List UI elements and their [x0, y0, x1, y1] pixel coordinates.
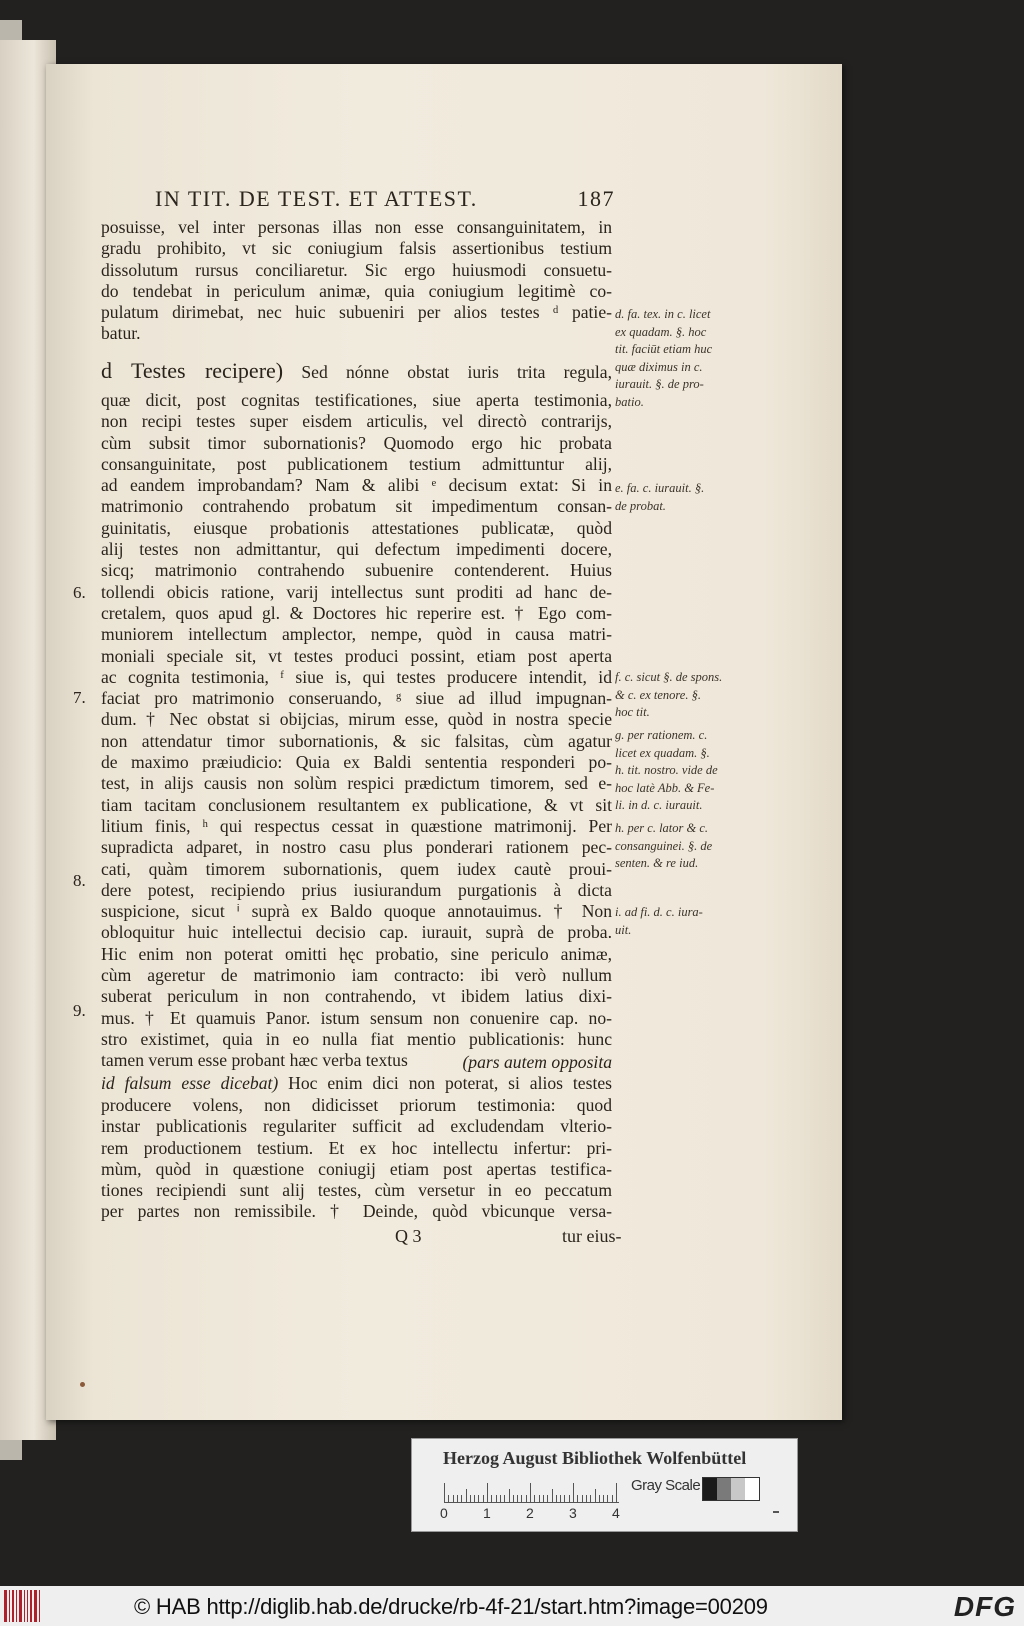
- ruler-tick: [496, 1495, 497, 1503]
- dfg-logo: DFG: [953, 1591, 1016, 1622]
- text-line: per partes non remissibile. † Deinde, quòd vbicunque versa-: [101, 1201, 612, 1222]
- side-note-line: uit.: [615, 922, 632, 937]
- text-line: alij testes non admittantur, qui defectum impedimenti docere,: [101, 539, 612, 560]
- side-note: [615, 306, 740, 411]
- ruler-tick: [504, 1495, 505, 1503]
- ruler-tick: [564, 1495, 565, 1503]
- text-line: test, in alijs causis non solùm respici prædictum timorem, sed e-: [101, 773, 612, 794]
- ruler-tick: [474, 1495, 475, 1503]
- ruler-tick: [526, 1495, 527, 1503]
- text-line: cùm ageretur de matrimonio iam contracto: ibi verò nullum: [101, 965, 612, 986]
- paragraph-marker: 6.: [73, 583, 86, 602]
- ruler-number: 1: [483, 1505, 491, 1521]
- side-note-line: consanguinei. §. de: [615, 838, 713, 853]
- running-head: [155, 186, 615, 216]
- text-block-a: [101, 217, 612, 345]
- side-note-line: batio.: [615, 394, 644, 409]
- commentary-lemma: d Testes recipere): [101, 360, 284, 383]
- ruler-tick: [466, 1489, 467, 1503]
- ruler-tick: [590, 1495, 591, 1503]
- text-line: dissolutum rursus conciliaretur. Sic ergo huiusmodi consuetu-: [101, 259, 612, 280]
- paragraph-marker: 7.: [73, 688, 86, 707]
- ruler-tick: [513, 1495, 514, 1503]
- ruler-tick: [595, 1489, 596, 1503]
- ruler-scale: [444, 1481, 619, 1503]
- paragraph-marker: 8.: [73, 871, 86, 890]
- text-line: guinitatis, eiusque probationis attestationes publicatæ, quòd: [101, 517, 612, 538]
- text-line: batur.: [101, 323, 141, 344]
- text-line: mùm, quòd in quæstione coniugij etiam post apertas testifica-: [101, 1158, 612, 1179]
- side-note-line: e. fa. c. iurauit. §.: [615, 481, 705, 495]
- text-line: posuisse, vel inter personas illas non esse consanguinitatem, in: [101, 217, 612, 237]
- running-head-title: IN TIT. DE TEST. ET ATTEST.: [155, 186, 478, 211]
- gray-scale-label: Gray Scale: [631, 1477, 701, 1494]
- text-line: Hic enim non poterat omitti hęc probatio, sine periculo animæ,: [101, 943, 612, 964]
- ink-spot: [80, 1382, 85, 1387]
- text-line: do tendebat in periculum animæ, quia coniugium legitimè co-: [101, 280, 612, 301]
- side-note-line: senten. & re iud.: [615, 856, 699, 870]
- text-line: non recipi testes super eisdem articulis, vel directò contrarijs,: [101, 411, 612, 432]
- text-line: producere volens, non didicisset priorum testimonia: quod: [101, 1095, 612, 1115]
- side-note-line: quæ diximus in c.: [615, 359, 703, 374]
- ruler-tick: [461, 1495, 462, 1503]
- text-line: instar publicationis regulariter sufficit ad excludendam vlterio-: [101, 1116, 612, 1137]
- barcode-bar: [9, 1590, 10, 1622]
- side-note-line: h. tit. nostro. vide de: [615, 763, 718, 777]
- barcode-bar: [16, 1590, 17, 1622]
- side-note-line: de probat.: [615, 498, 666, 513]
- barcode-bar: [30, 1590, 32, 1622]
- footer-link[interactable]: © HAB http://diglib.hab.de/drucke/rb-4f-21/start.htm?image=00209: [134, 1594, 768, 1619]
- gray-step: [717, 1478, 731, 1500]
- ruler-tick: [453, 1495, 454, 1503]
- barcode-bar: [19, 1590, 22, 1622]
- ruler-tick: [448, 1495, 449, 1503]
- ruler-tick: [491, 1495, 492, 1503]
- side-note-line: i. ad fi. d. c. iura-: [615, 905, 703, 919]
- side-note-line: licet ex quadam. §.: [615, 745, 710, 760]
- textus-quote: (pars autem opposita: [462, 1052, 612, 1072]
- commentary-heading-line: [101, 360, 612, 390]
- barcode-bar: [12, 1590, 14, 1622]
- text-line: litium finis, ʰ qui respectus cessat in quæstione matrimonij. Per: [101, 815, 612, 836]
- text-line: pulatum dirimebat, nec huic subueniri per alios testes ᵈ patie-: [101, 302, 612, 323]
- text-line: dere potest, recipiendo prius iusiurandum purgationis à dicta: [101, 879, 612, 900]
- side-note-line: d. fa. tex. in c. licet: [615, 307, 711, 321]
- ruler-number: 3: [569, 1505, 577, 1521]
- gray-scale-swatch: [702, 1477, 760, 1501]
- text-line: consanguinitate, post publicationem testium admittuntur alij,: [101, 453, 612, 474]
- ruler-tick: [457, 1495, 458, 1503]
- ruler-tick: [573, 1483, 574, 1503]
- text-line: dum. † Nec obstat si obijcias, mirum esse, quòd in nostra specie: [101, 709, 612, 730]
- side-note-line: f. c. sicut §. de spons.: [615, 670, 723, 684]
- side-note-line: h. per c. lator & c.: [615, 821, 709, 835]
- gray-step: [745, 1478, 759, 1500]
- side-note-line: li. in d. c. iurauit.: [615, 798, 703, 812]
- ruler-tick: [586, 1495, 587, 1503]
- paragraph-marker: 9.: [73, 1001, 86, 1020]
- signature-mark: Q 3: [395, 1226, 422, 1246]
- ruler-tick: [556, 1495, 557, 1503]
- barcode-bar: [39, 1590, 40, 1622]
- text-line: gradu prohibito, vt sic coniugium falsis assertionibus testium: [101, 238, 612, 259]
- card-mark: [773, 1511, 779, 1513]
- ruler-tick: [487, 1483, 488, 1503]
- text-block-b: [101, 390, 612, 1072]
- text-line: matrimonio contrahendo probatum sit impedimentum consan-: [101, 496, 612, 517]
- text-line: ad eandem improbandam? Nam & alibi ᵉ decisum extat: Si in: [101, 475, 612, 496]
- ruler-tick: [569, 1495, 570, 1503]
- ruler-tick: [478, 1495, 479, 1503]
- text-line: de maximo præiudicio: Quia ex Baldi sententia responderi po-: [101, 752, 612, 773]
- side-note-line: iurauit. §. de pro-: [615, 377, 704, 391]
- ruler-tick: [500, 1495, 501, 1503]
- footer-bar: [0, 1586, 1024, 1626]
- side-note: [615, 904, 740, 939]
- text-line: quæ dicit, post cognitas testificationes, siue aperta testimonia,: [101, 390, 612, 410]
- side-note-line: hoc latè Abb. & Fe-: [615, 780, 715, 795]
- ruler-tick: [552, 1489, 553, 1503]
- color-calibration-card: [411, 1438, 798, 1532]
- page-number: 187: [577, 186, 615, 211]
- ruler-tick: [539, 1495, 540, 1503]
- barcode-bar: [27, 1590, 28, 1622]
- catchword: tur eius-: [562, 1226, 622, 1246]
- ruler-tick: [483, 1495, 484, 1503]
- barcode-bar: [4, 1590, 7, 1622]
- textus-quote-2: id falsum esse dicebat): [101, 1073, 279, 1094]
- ruler-tick: [577, 1495, 578, 1503]
- gray-step: [731, 1478, 745, 1500]
- ruler-number: 0: [440, 1505, 448, 1521]
- gray-step: [703, 1478, 717, 1500]
- text-line: mus. † Et quamuis Panor. istum sensum non conuenire cap. no-: [101, 1007, 612, 1028]
- ruler-tick: [521, 1495, 522, 1503]
- barcode-bar: [34, 1590, 37, 1622]
- ruler-tick: [607, 1495, 608, 1503]
- ruler-tick: [547, 1495, 548, 1503]
- ruler-tick: [616, 1483, 617, 1503]
- barcode-bar: [24, 1590, 25, 1622]
- side-note: [615, 727, 740, 815]
- text-line: cùm subsit timor subornationis? Quomodo ergo hic probata: [101, 432, 612, 453]
- text-line: non attendatur timor subornationis, & sic falsitas, cùm agatur: [101, 730, 612, 751]
- ruler-number: 4: [612, 1505, 620, 1521]
- ruler-tick: [560, 1495, 561, 1503]
- text-line: tollendi obicis ratione, varij intellectus sunt proditi ad hanc de-: [101, 581, 612, 602]
- text-line: tiam tacitam conclusionem resultantem ex publicatione, & vt sit: [101, 794, 612, 815]
- text-line: moniali speciale sit, vt testes produci possint, etiam post aperta: [101, 645, 612, 666]
- side-note-line: tit. faciūt etiam huc: [615, 342, 713, 356]
- library-name: Herzog August Bibliothek Wolfenbüttel: [443, 1448, 747, 1468]
- ruler-tick: [603, 1495, 604, 1503]
- ruler-tick: [444, 1483, 445, 1503]
- side-note: [615, 669, 740, 722]
- ruler-number: 2: [526, 1505, 534, 1521]
- text-line: muniorem intellectum amplector, nempe, quòd in causa matri-: [101, 624, 612, 645]
- side-note-line: hoc tit.: [615, 705, 650, 719]
- ruler-tick: [530, 1483, 531, 1503]
- commentary-lemma-rest: Sed nónne obstat iuris trita regula,: [301, 362, 612, 382]
- side-note-line: ex quadam. §. hoc: [615, 324, 707, 339]
- text-line: cretalem, quos apud gl. & Doctores hic reperire est. † Ego com-: [101, 602, 612, 623]
- ruler-tick: [612, 1495, 613, 1503]
- ruler-tick: [470, 1495, 471, 1503]
- side-note-line: & c. ex tenore. §.: [615, 687, 701, 702]
- text-line: tiones recipiendi sunt alij testes, cùm versetur in eo peccatum: [101, 1180, 612, 1201]
- text-quote-line: [101, 1052, 612, 1095]
- side-note: [615, 820, 740, 873]
- ruler-tick: [534, 1495, 535, 1503]
- text-line: rem productionem testium. Et ex hoc intellectu infertur: pri-: [101, 1137, 612, 1158]
- text-line: obloquitur huic intellectui decisio cap. iurauit, suprà de proba.: [101, 922, 612, 943]
- text-line: sicq; matrimonio contrahendo subuenire contenderent. Huius: [101, 560, 612, 581]
- ruler-tick: [543, 1495, 544, 1503]
- text-line: suspicione, sicut ⁱ suprà ex Baldo quoque annotauimus. † Non: [101, 901, 612, 922]
- after-quote-text: Hoc enim dici non poterat, si alios testes: [288, 1073, 612, 1094]
- side-note-line: g. per rationem. c.: [615, 728, 708, 742]
- side-note: [615, 480, 740, 515]
- text-line: suberat periculum in non contrahendo, vt ibidem latius dixi-: [101, 986, 612, 1007]
- text-line: cati, quàm timorem subornationis, quem iudex cautè proui-: [101, 858, 612, 879]
- text-line: supradicta adparet, in nostro casu plus ponderari rationem pec-: [101, 837, 612, 858]
- ruler-tick: [509, 1489, 510, 1503]
- ruler-tick: [517, 1495, 518, 1503]
- text-line: stro existimet, quia in eo nulla fiat mentio publicationis: hunc: [101, 1028, 612, 1049]
- ruler-tick: [582, 1495, 583, 1503]
- text-line: faciat pro matrimonio conseruando, ᵍ siue ad illud impugnan-: [101, 688, 612, 709]
- text-line: tamen verum esse probant hæc verba textus: [101, 1050, 408, 1071]
- text-line: ac cognita testimonia, ᶠ siue is, qui testes producere intendit, id: [101, 666, 612, 687]
- ruler-tick: [599, 1495, 600, 1503]
- text-block-c: [101, 1095, 612, 1223]
- barcode-icon: [4, 1590, 46, 1622]
